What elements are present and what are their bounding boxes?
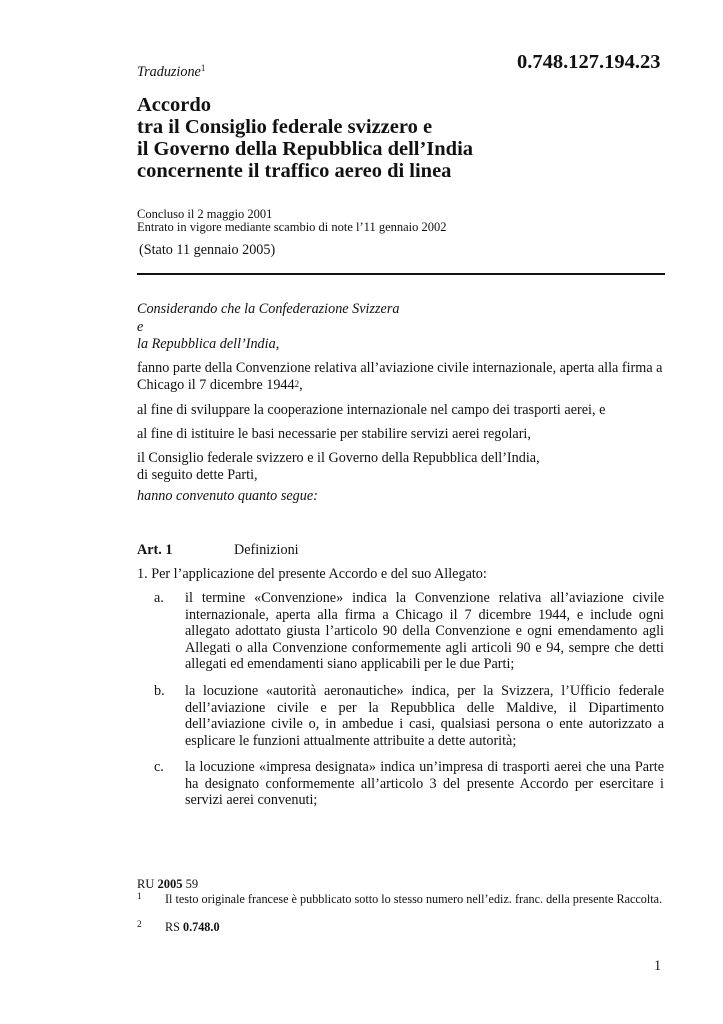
- preamble-and: e: [137, 319, 144, 335]
- footnote-rs-prefix: RS: [165, 920, 180, 934]
- footnote-ref-1[interactable]: 1: [200, 63, 206, 73]
- preamble-parties-2: di seguito dette Parti,: [137, 467, 258, 483]
- preamble-convention: [137, 360, 664, 393]
- footnote-rs-link[interactable]: 0.748.0: [182, 920, 220, 934]
- footnote-number: 2: [137, 920, 142, 930]
- title-line-4: concernente il traffico aereo di linea: [137, 160, 452, 182]
- preamble-bases: al fine di istituire le basi necessarie per stabilire servizi aerei regolari,: [137, 426, 531, 442]
- translation-label: [137, 64, 205, 81]
- definition-text: la locuzione «autorità aeronautiche» indica, per la Svizzera, l’Ufficio federale dell’aviazione civile e per la Repubblica delle Maldive, il Dipartimento dell’aviazione civile o, in ambedue i casi, qualsiasi persona o ente autorizzato a esplicare le funzioni attualmente attribuite a dette autorità;: [185, 683, 664, 749]
- definition-text: la locuzione «impresa designata» indica un’impresa di trasporti aerei che una Parte ha designato conformemente all’articolo 3 del presente Accordo per esercitare i servizi aerei convenuti;: [185, 759, 664, 808]
- article-intro: 1. Per l’applicazione del presente Accordo e del suo Allegato:: [137, 566, 487, 582]
- sr-number: 0.748.127.194.23: [517, 51, 661, 73]
- preamble-considering: Considerando che la Confederazione Svizzera: [137, 301, 400, 317]
- title-line-1: Accordo: [137, 94, 212, 116]
- preamble-agreed: hanno convenuto quanto segue:: [137, 488, 318, 504]
- definition-label: a.: [154, 590, 164, 606]
- article-number: Art. 1: [137, 542, 173, 558]
- footnote-number: 1: [137, 892, 142, 902]
- translation-label-text: Traduzione: [137, 64, 201, 80]
- entry-into-force: Entrato in vigore mediante scambio di note l’11 gennaio 2002: [137, 220, 447, 234]
- document-title: [137, 94, 677, 182]
- title-line-3: il Governo della Repubblica dell’India: [137, 138, 474, 160]
- preamble-convention-text: fanno parte della Convenzione relativa all’aviazione civile internazionale, aperta alla firma a Chicago il 7 dicembre 1944: [137, 360, 663, 393]
- preamble-parties-1: il Consiglio federale svizzero e il Governo della Repubblica dell’India,: [137, 450, 540, 466]
- preamble-convention-tail: ,: [299, 376, 303, 393]
- ru-page: 59: [185, 877, 199, 891]
- preamble-cooperation: al fine di sviluppare la cooperazione internazionale nel campo dei trasporti aerei, e: [137, 402, 606, 418]
- footnote-text: Il testo originale francese è pubblicato sotto lo stesso numero nell’ediz. franc. della presente Raccolta.: [165, 892, 663, 906]
- preamble-india: la Repubblica dell’India,: [137, 336, 280, 352]
- conclusion-date: Concluso il 2 maggio 2001: [137, 207, 273, 221]
- ru-prefix: RU: [137, 877, 155, 891]
- header-divider: [137, 273, 665, 275]
- title-line-2: tra il Consiglio federale svizzero e: [137, 116, 433, 138]
- ru-year: 2005: [157, 877, 183, 891]
- footnote-text: [165, 921, 664, 935]
- definition-label: b.: [154, 683, 165, 699]
- ru-reference: [137, 877, 198, 892]
- page-number: 1: [654, 958, 662, 974]
- definition-label: c.: [154, 759, 164, 775]
- article-heading: Definizioni: [234, 542, 299, 558]
- definition-text: il termine «Convenzione» indica la Convenzione relativa all’aviazione civile internazionale, aperta alla firma a Chicago il 7 dicembre 1944, e include ogni allegato adottato giusta l’articolo 90 della Convenzione e ogni emendamento agli Allegati o alla Convenzione conformemente agli articoli 90 e 94, sempre che detti allegati ed emendamenti siano applicabili per le due Parti;: [185, 590, 664, 672]
- footnote-ref-2[interactable]: 2: [294, 378, 300, 389]
- status-date: (Stato 11 gennaio 2005): [139, 242, 276, 258]
